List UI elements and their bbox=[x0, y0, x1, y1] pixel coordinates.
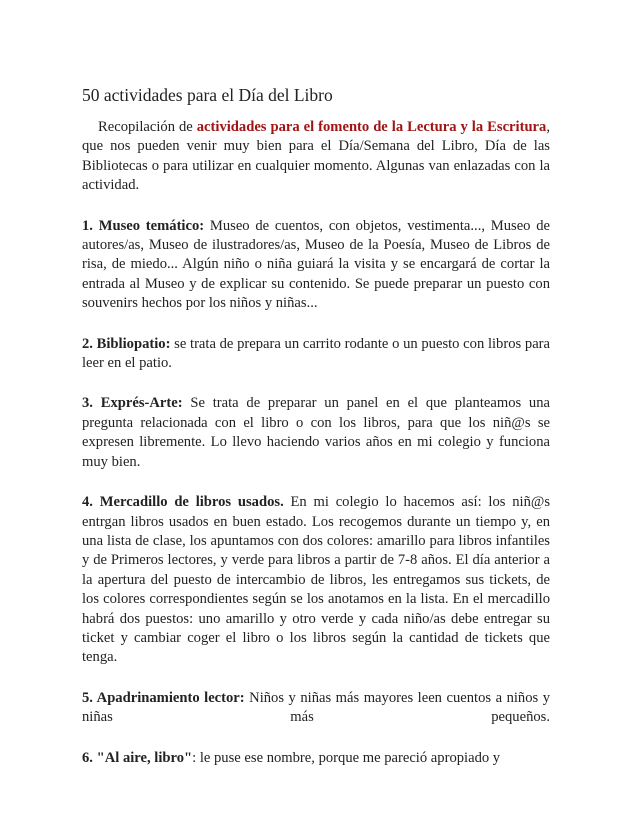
activity-text: se trata de prepara un carrito rodante o un puesto con libros para leer en el patio. bbox=[82, 335, 551, 372]
activity-heading: 4. Mercadillo de libros usados. bbox=[82, 494, 284, 511]
writing-link[interactable]: Escritura bbox=[487, 119, 547, 135]
activity-heading: 3. Exprés-Arte: bbox=[82, 395, 183, 412]
activity-item-4 bbox=[82, 493, 550, 668]
activity-item-2 bbox=[82, 335, 550, 374]
activity-text: En mi colegio lo hacemos así: los niñ@s entrgan libros usados en buen estado. Los recogemos durante un tiempo y, en una lista de clase, los apuntamos con dos colores: amarillo para libros infantiles y de Primeros lectores, y verde para libros a partir de 7-8 años. El día anterior a la apertura del puesto de intercambio de libros, les entregamos sus tickets, de los colores correspondientes según se los anotamos en la lista. En el mercadillo habrá dos puestos: uno amarillo y otro verde y cada niño/as debe entregar su ticket y cambiar coger el libro o los libros según la cantidad de tickets que tenga. bbox=[82, 494, 551, 666]
intro-post: , que nos pueden venir muy bien para el Día/Semana del Libro, Día de las Bibliotecas o para utilizar en cualquier momento. Algunas van enlazadas con la actividad. bbox=[82, 119, 550, 194]
intro-pre: Recopilación de bbox=[98, 119, 197, 135]
activity-item-5 bbox=[82, 689, 550, 728]
intro-paragraph bbox=[82, 118, 550, 196]
activity-heading: 5. Apadrinamiento lector: bbox=[82, 689, 245, 706]
document-title: 50 actividades para el Día del Libro bbox=[82, 85, 333, 105]
activity-heading: 6. "Al aire, libro" bbox=[82, 749, 193, 766]
activity-item-3 bbox=[82, 394, 550, 472]
activity-heading: 1. Museo temático: bbox=[82, 217, 205, 234]
activity-text: Museo de cuentos, con objetos, vestimenta..., Museo de autores/as, Museo de ilustradores/as, Museo de la Poesía, Museo de Libros de risa, de miedo... Algún niño o niña guiará la visita y se encargará de cortar la entrada al Museo y de explicar su contenido. Se puede preparar un puesto con souvenirs hechos por los niños y niñas... bbox=[82, 217, 550, 312]
activity-item-1 bbox=[82, 217, 550, 314]
activity-text: Se trata de preparar un panel en el que planteamos una pregunta relacionada con el libro o con los libros, para que los niñ@s se expresen libremente. Lo llevo haciendo varios años en mi colegio y funciona muy bien. bbox=[82, 395, 551, 470]
activity-item-6 bbox=[82, 749, 550, 768]
document-page bbox=[82, 84, 550, 789]
activities-link[interactable]: actividades para el fomento de la Lectura y la bbox=[196, 119, 484, 135]
activity-text: : le puse ese nombre, porque me pareció apropiado y bbox=[192, 749, 501, 766]
activity-heading: 2. Bibliopatio: bbox=[82, 335, 171, 352]
activity-text: Niños y niñas más mayores leen cuentos a niños y niñas más pequeños. bbox=[82, 689, 551, 726]
